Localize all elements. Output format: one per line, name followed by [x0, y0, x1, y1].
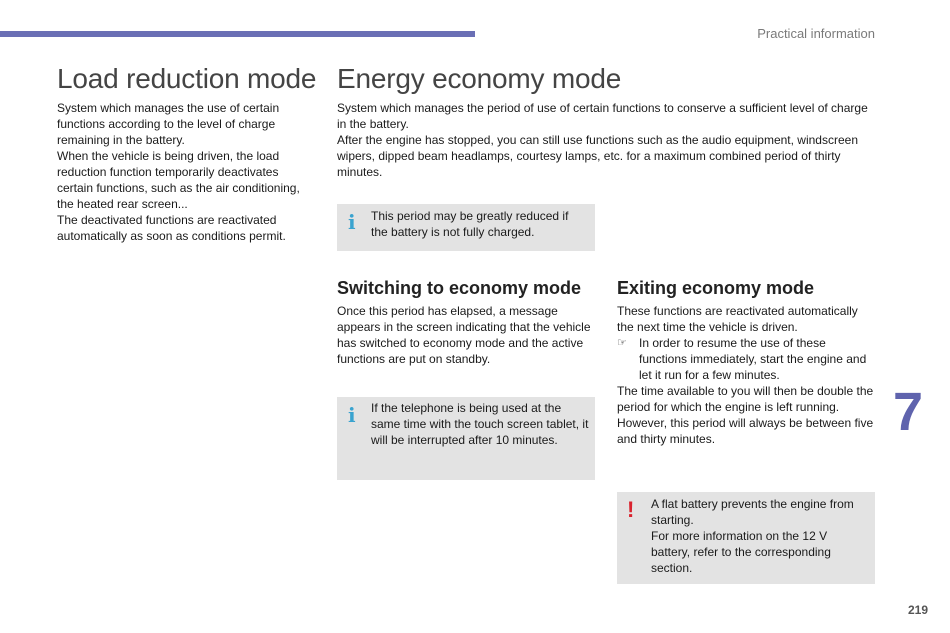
chapter-number: 7: [893, 382, 924, 442]
note-text: If the telephone is being used at the same time with the touch screen tablet, it will be interrupted after 10 minutes.: [371, 401, 589, 447]
paragraph: These functions are reactivated automatically the next time the vehicle is driven.: [617, 304, 858, 334]
info-icon: i: [348, 403, 356, 427]
paragraph: Once this period has elapsed, a message appears in the screen indicating that the vehicle has switched to economy mode and the active functions are put on standby.: [337, 304, 591, 366]
info-note-battery: [337, 204, 595, 251]
paragraph: When the vehicle is being driven, the load reduction function temporarily deactivates certain functions, such as the air conditioning, the heated rear screen...: [57, 149, 300, 211]
exiting-text: [617, 303, 875, 447]
pointing-hand-icon: ☞: [617, 337, 627, 349]
header-accent-bar: [0, 31, 475, 37]
page-number: 219: [907, 603, 928, 617]
section-title: Practical information: [757, 26, 875, 41]
info-note-telephone: [337, 397, 595, 480]
paragraph: System which manages the use of certain functions according to the level of charge remaining in the battery.: [57, 101, 280, 147]
paragraph: The time available to you will then be double the period for which the engine is left running. However, this period will always be between five and thirty minutes.: [617, 384, 874, 446]
paragraph: The deactivated functions are reactivated automatically as soon as conditions permit.: [57, 213, 286, 243]
info-icon: i: [348, 210, 356, 234]
warning-icon: !: [627, 497, 635, 522]
list-item: [617, 335, 875, 383]
load-reduction-title: Load reduction mode: [57, 63, 317, 94]
warning-note-flat-battery: [617, 492, 875, 584]
warning-text: For more information on the 12 V battery, refer to the corresponding section.: [651, 529, 831, 575]
load-reduction-text: [57, 100, 312, 244]
switching-title: Switching to economy mode: [337, 278, 582, 298]
paragraph: System which manages the period of use of certain functions to conserve a sufficient level of charge in the battery.: [337, 101, 868, 131]
paragraph: After the engine has stopped, you can still use functions such as the audio equipment, windscreen wipers, dipped beam headlamps, courtesy lamps, etc. for a maximum combined period of thirty minutes.: [337, 133, 858, 179]
exiting-title: Exiting economy mode: [617, 278, 815, 298]
list-item-text: In order to resume the use of these functions immediately, start the engine and let it run for a few minutes.: [639, 336, 867, 382]
warning-text: A flat battery prevents the engine from starting.: [651, 497, 854, 527]
switching-text: [337, 303, 597, 367]
energy-economy-title: Energy economy mode: [337, 63, 622, 94]
note-text: This period may be greatly reduced if the battery is not fully charged.: [371, 209, 569, 239]
energy-economy-text: [337, 100, 877, 180]
